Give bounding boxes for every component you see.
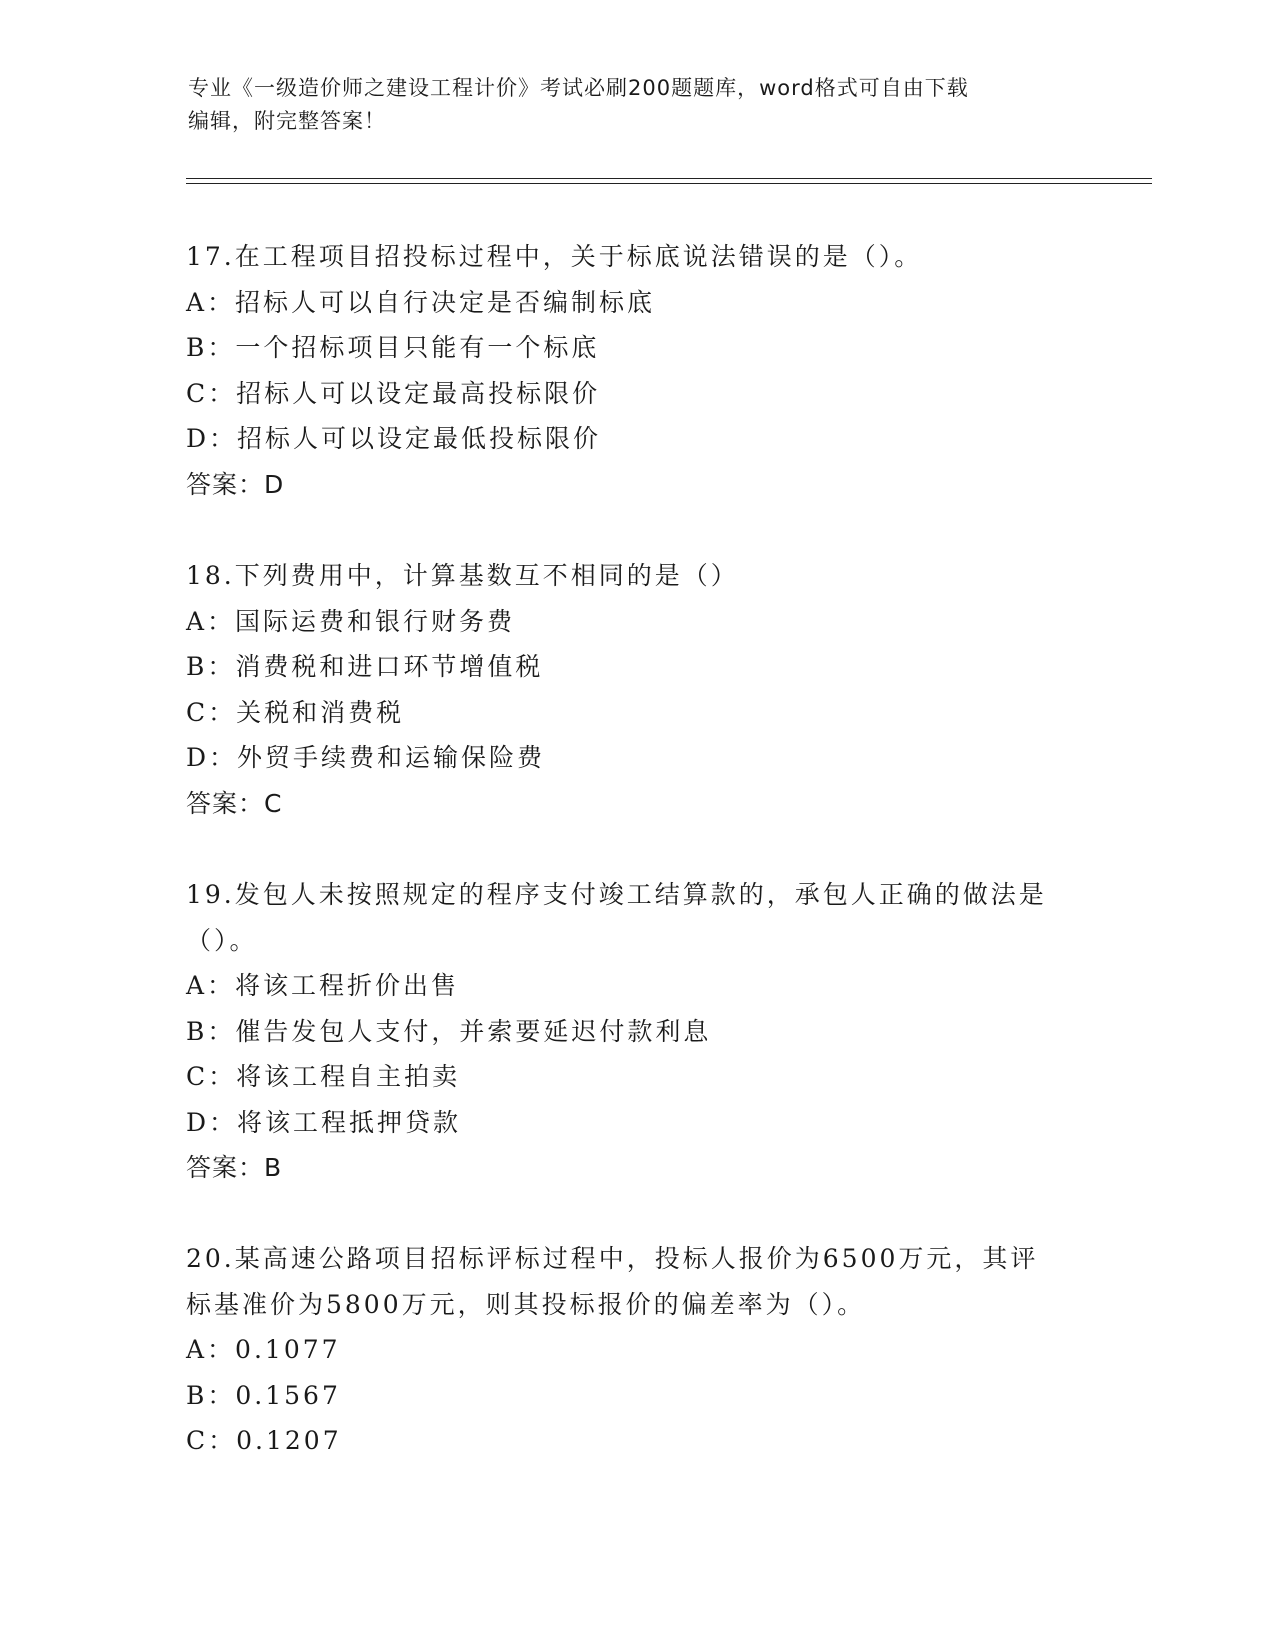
option-b: B：一个招标项目只能有一个标底 bbox=[186, 333, 600, 362]
question-17 bbox=[186, 234, 1086, 507]
option-a: A：招标人可以自行决定是否编制标底 bbox=[186, 287, 656, 317]
question-19 bbox=[186, 872, 1086, 1191]
option-c: C：招标人可以设定最高投标限价 bbox=[186, 378, 601, 408]
header-line-2: 编辑，附完整答案！ bbox=[188, 109, 386, 133]
option-d: D：外贸手续费和运输保险费 bbox=[186, 743, 546, 772]
document-header bbox=[188, 72, 1068, 138]
answer: 答案：D bbox=[186, 469, 285, 499]
option-b: B：0.1567 bbox=[186, 1380, 341, 1410]
question-18 bbox=[186, 553, 1086, 826]
header-rule-bottom bbox=[186, 183, 1152, 184]
option-c: C：0.1207 bbox=[186, 1426, 342, 1455]
header-line-1: 专业《一级造价师之建设工程计价》考试必刷200题题库，word格式可自由下载 bbox=[188, 76, 969, 100]
question-stem-continued: 标基准价为5800万元，则其投标报价的偏差率为（）。 bbox=[186, 1289, 866, 1319]
option-a: A：国际运费和银行财务费 bbox=[186, 606, 516, 636]
option-d: D：招标人可以设定最低投标限价 bbox=[186, 424, 602, 453]
option-a: A：0.1077 bbox=[186, 1335, 341, 1364]
answer: 答案：C bbox=[186, 788, 283, 818]
question-stem: 17.在工程项目招投标过程中，关于标底说法错误的是（）。 bbox=[186, 242, 923, 271]
question-stem: 20.某高速公路项目招标评标过程中，投标人报价为6500万元，其评 bbox=[186, 1244, 1039, 1273]
option-b: B：消费税和进口环节增值税 bbox=[186, 652, 544, 681]
option-a: A：将该工程折价出售 bbox=[186, 971, 460, 1000]
option-d: D：将该工程抵押贷款 bbox=[186, 1107, 462, 1137]
question-stem-continued: （）。 bbox=[186, 925, 258, 955]
option-c: C：将该工程自主拍卖 bbox=[186, 1062, 461, 1091]
question-20 bbox=[186, 1236, 1086, 1464]
option-c: C：关税和消费税 bbox=[186, 697, 405, 727]
header-rule-top bbox=[186, 178, 1152, 179]
option-b: B：催告发包人支付，并索要延迟付款利息 bbox=[186, 1016, 712, 1046]
answer: 答案：B bbox=[186, 1153, 283, 1182]
question-stem: 19.发包人未按照规定的程序支付竣工结算款的，承包人正确的做法是 bbox=[186, 880, 1047, 909]
question-stem: 18.下列费用中，计算基数互不相同的是（） bbox=[186, 561, 739, 590]
